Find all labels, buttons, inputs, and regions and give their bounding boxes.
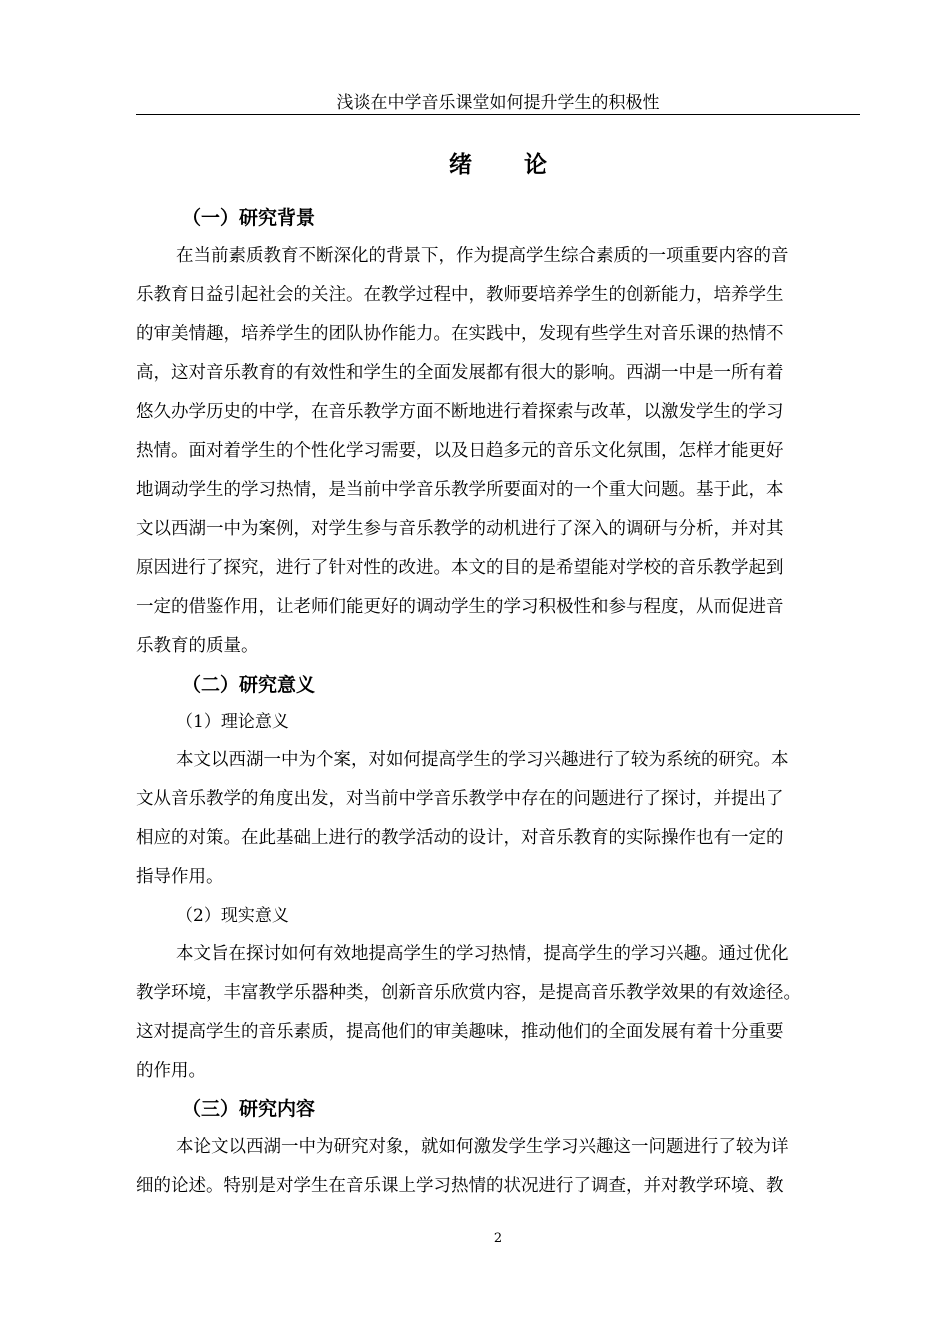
paragraph-line: 热情。面对着学生的个性化学习需要，以及日趋多元的音乐文化氛围，怎样才能更好: [136, 441, 784, 461]
paragraph-line: 指导作用。: [136, 867, 224, 887]
paragraph-line: 一定的借鉴作用，让老师们能更好的调动学生的学习积极性和参与程度，从而促进音: [136, 597, 784, 617]
paragraph-line: 本文旨在探讨如何有效地提高学生的学习热情，提高学生的学习兴趣。通过优化: [176, 944, 789, 964]
paragraph-line: 本论文以西湖一中为研究对象，就如何激发学生学习兴趣这一问题进行了较为详: [176, 1137, 789, 1157]
paragraph-line: 悠久办学历史的中学，在音乐教学方面不断地进行着探索与改革，以激发学生的学习: [136, 402, 784, 422]
header-divider: [136, 114, 860, 115]
paragraph-line: 文从音乐教学的角度出发，对当前中学音乐教学中存在的问题进行了探讨，并提出了: [136, 789, 784, 809]
paragraph-line: 这对提高学生的音乐素质，提高他们的审美趣味，推动他们的全面发展有着十分重要: [136, 1022, 784, 1042]
paragraph-line: 教学环境，丰富教学乐器种类，创新音乐欣赏内容，是提高音乐教学效果的有效途径。: [136, 983, 801, 1003]
paragraph-line: 文以西湖一中为案例，对学生参与音乐教学的动机进行了深入的调研与分析，并对其: [136, 519, 784, 539]
paragraph-line: 的审美情趣，培养学生的团队协作能力。在实践中，发现有些学生对音乐课的热情不: [136, 324, 784, 344]
paragraph-line: 地调动学生的学习热情，是当前中学音乐教学所要面对的一个重大问题。基于此，本: [136, 480, 784, 500]
paragraph-line: 高，这对音乐教育的有效性和学生的全面发展都有很大的影响。西湖一中是一所有着: [136, 363, 784, 383]
subsection-heading-theory: （1）理论意义: [176, 712, 289, 732]
paragraph-line: 乐教育的质量。: [136, 636, 259, 656]
paragraph-line: 的作用。: [136, 1061, 206, 1081]
paragraph-line: 在当前素质教育不断深化的背景下，作为提高学生综合素质的一项重要内容的音: [176, 246, 789, 266]
paragraph-line: 乐教育日益引起社会的关注。在教学过程中，教师要培养学生的创新能力，培养学生: [136, 285, 784, 305]
paragraph-line: 本文以西湖一中为个案，对如何提高学生的学习兴趣进行了较为系统的研究。本: [176, 750, 789, 770]
subsection-heading-practice: （2）现实意义: [176, 906, 289, 926]
section-heading-background: （一）研究背景: [182, 207, 316, 229]
paragraph-line: 相应的对策。在此基础上进行的教学活动的设计，对音乐教育的实际操作也有一定的: [136, 828, 784, 848]
page-number: 2: [493, 1231, 503, 1246]
section-heading-significance: （二）研究意义: [182, 674, 316, 696]
section-heading-content: （三）研究内容: [182, 1098, 316, 1120]
chapter-title: 绪论: [449, 152, 599, 178]
running-header: 浅谈在中学音乐课堂如何提升学生的积极性: [336, 93, 660, 113]
paragraph-line: 细的论述。特别是对学生在音乐课上学习热情的状况进行了调查，并对教学环境、教: [136, 1176, 784, 1196]
paragraph-line: 原因进行了探究，进行了针对性的改进。本文的目的是希望能对学校的音乐教学起到: [136, 558, 784, 578]
